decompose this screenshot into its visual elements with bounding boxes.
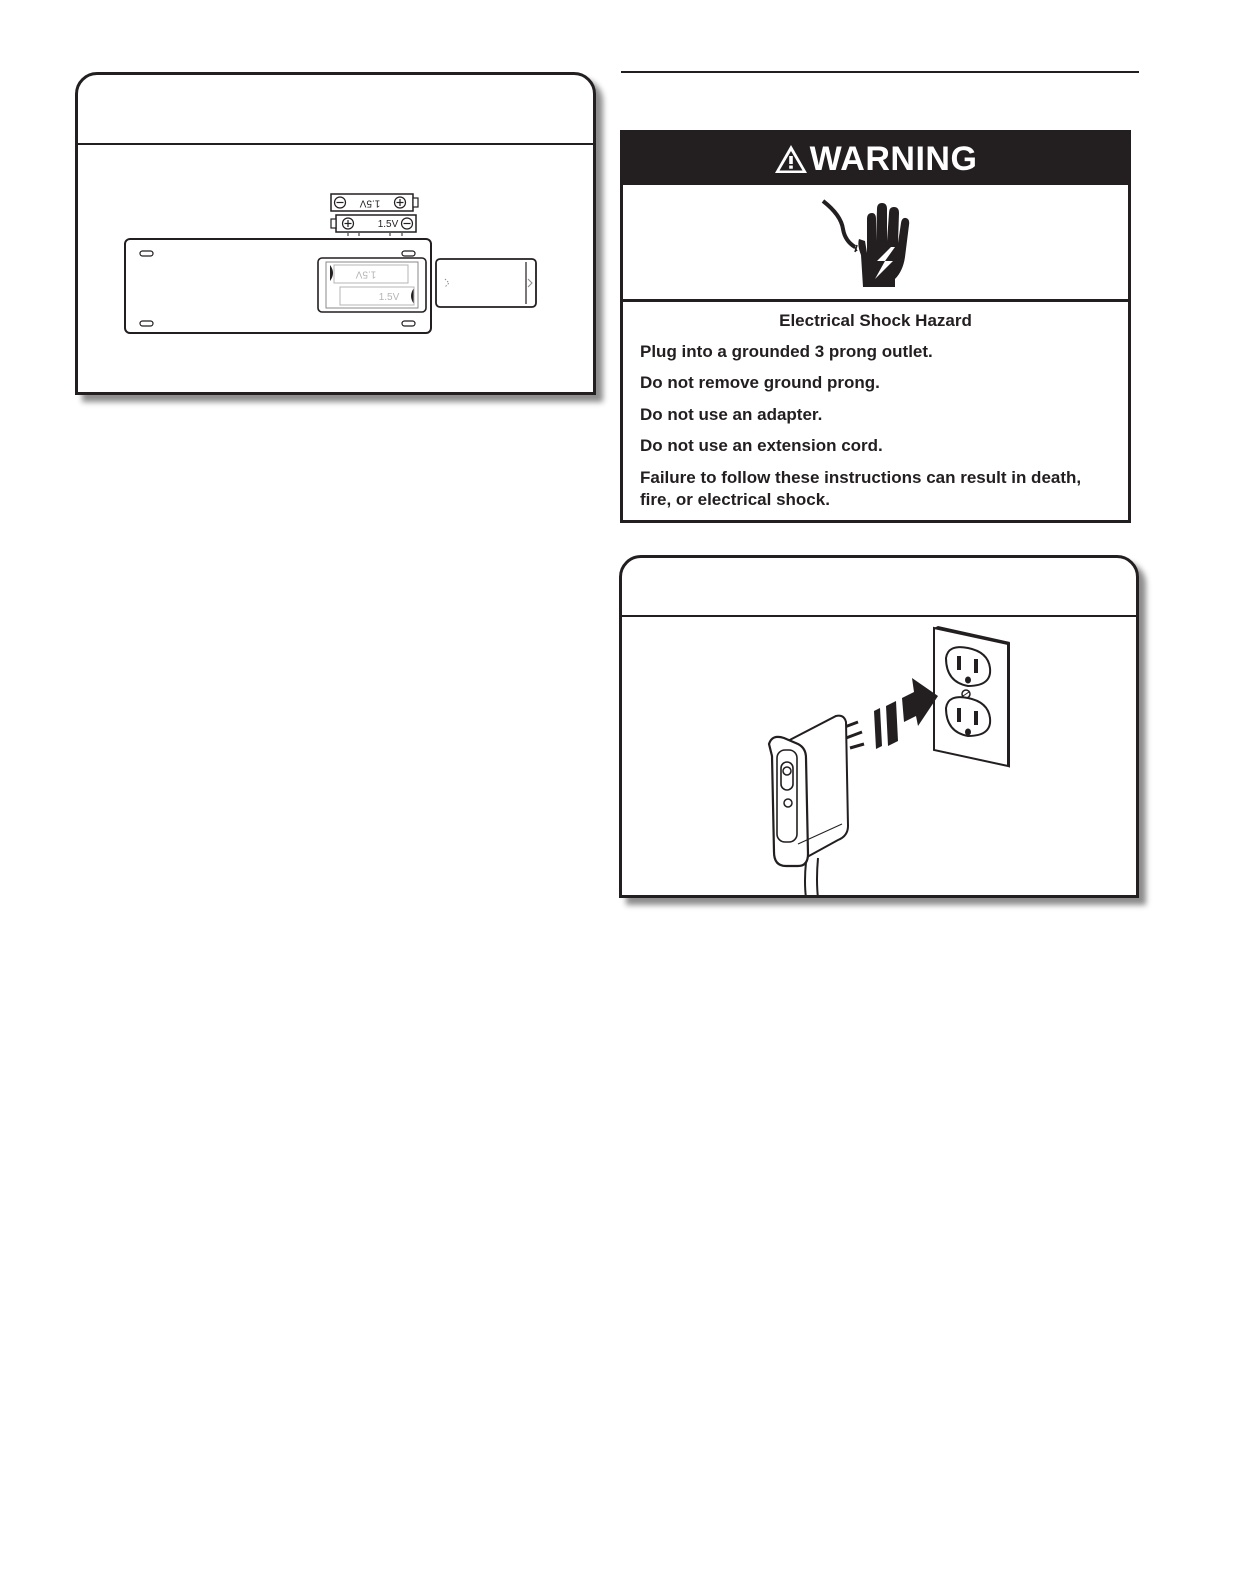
compartment-label-top: 1.5V bbox=[355, 268, 377, 280]
warning-line-2: Do not remove ground prong. bbox=[640, 373, 880, 392]
plug-outlet-figure-panel bbox=[619, 555, 1139, 898]
battery-top-label: 1.5V bbox=[359, 197, 381, 209]
insert-direction-arrow bbox=[874, 678, 938, 749]
warning-title: WARNING bbox=[809, 139, 978, 178]
gfci-power-plug bbox=[769, 716, 864, 896]
battery-bottom bbox=[331, 215, 416, 232]
battery-bottom-label: 1.5V bbox=[377, 219, 399, 230]
plug-panel-header bbox=[622, 558, 1136, 617]
battery-cover bbox=[436, 259, 536, 307]
warning-line-5: Failure to follow these instructions can result in death, bbox=[640, 468, 1082, 487]
battery-top bbox=[331, 194, 418, 211]
warning-header bbox=[623, 133, 1128, 185]
warning-line-6: fire, or electrical shock. bbox=[640, 490, 830, 509]
wall-outlet bbox=[934, 626, 1010, 768]
warning-box bbox=[620, 130, 1131, 523]
battery-panel-header bbox=[78, 75, 593, 145]
warning-line-3: Do not use an adapter. bbox=[640, 405, 823, 424]
warning-line-1: Plug into a grounded 3 prong outlet. bbox=[640, 342, 933, 361]
section-rule bbox=[621, 71, 1139, 73]
hazard-title: Electrical Shock Hazard bbox=[779, 311, 972, 330]
compartment-label-bottom: 1.5V bbox=[378, 292, 400, 303]
warning-text-area bbox=[623, 302, 1128, 520]
remote-control-body bbox=[125, 239, 431, 333]
plug-into-outlet-illustration bbox=[622, 616, 1136, 896]
electrical-shock-hand-icon bbox=[821, 195, 921, 291]
warning-triangle-icon bbox=[774, 144, 808, 174]
battery-install-figure-panel bbox=[75, 72, 596, 395]
warning-line-4: Do not use an extension cord. bbox=[640, 436, 883, 455]
battery-install-illustration bbox=[78, 145, 593, 395]
warning-symbol-area bbox=[623, 185, 1128, 302]
